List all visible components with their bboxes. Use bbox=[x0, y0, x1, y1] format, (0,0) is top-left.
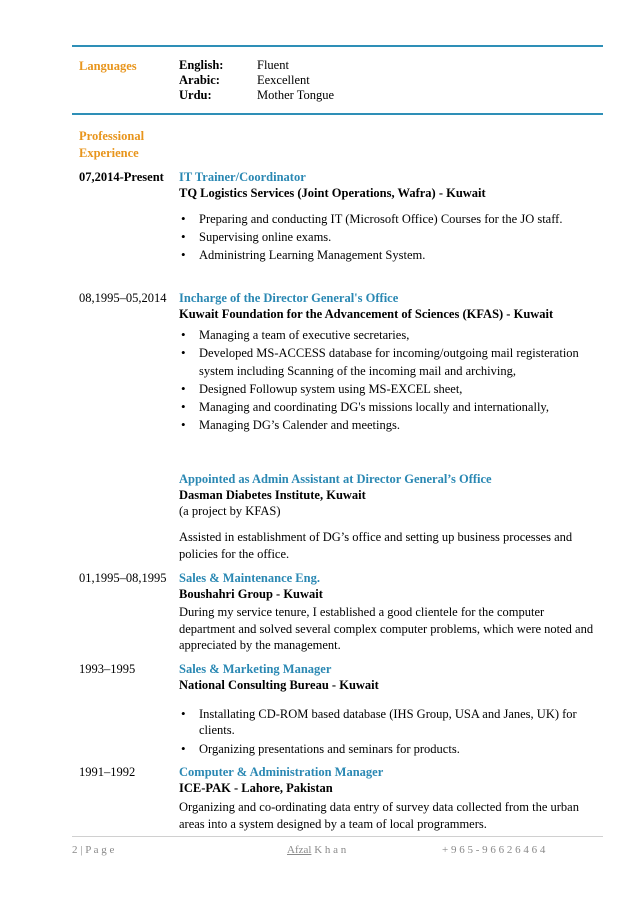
page-number bbox=[72, 843, 114, 857]
sub-job-description: Assisted in establishment of DG’s office and setting up business processes and policies for the office. bbox=[179, 530, 573, 561]
top-divider bbox=[72, 45, 603, 47]
job-company: ICE-PAK - Lahore, Pakistan bbox=[179, 781, 333, 795]
language-row bbox=[179, 88, 334, 103]
footer-first-name: Afzal bbox=[287, 844, 312, 856]
languages-label: Languages bbox=[79, 59, 137, 73]
language-name: English: bbox=[179, 58, 224, 72]
job-date: 07,2014-Present bbox=[79, 170, 164, 184]
list-item: • Administring Learning Management System. bbox=[179, 246, 599, 264]
job-bullets bbox=[179, 706, 594, 758]
section-divider bbox=[72, 113, 603, 115]
language-level: Mother Tongue bbox=[257, 88, 335, 102]
language-name: Arabic: bbox=[179, 73, 220, 87]
list-item: • Installating CD-ROM based database (IHS Group, USA and Janes, UK) for clients. bbox=[179, 706, 594, 738]
job-bullets bbox=[179, 210, 599, 264]
list-item: • Managing DG’s Calender and meetings. bbox=[179, 416, 579, 434]
job-entry bbox=[179, 290, 599, 322]
sub-job-title: Appointed as Admin Assistant at Director General’s Office bbox=[179, 472, 492, 486]
languages-list bbox=[179, 58, 334, 103]
job-entry bbox=[179, 570, 599, 602]
footer-last-name: K h a n bbox=[314, 844, 347, 856]
job-entry bbox=[179, 169, 599, 201]
footer-phone: + 9 6 5 - 9 6 6 2 6 4 6 4 bbox=[442, 844, 546, 856]
job-title: Incharge of the Director General's Office bbox=[179, 291, 399, 305]
list-item: • Managing and coordinating DG's missions locally and internationally, bbox=[179, 398, 579, 416]
job-date: 1991–1992 bbox=[79, 765, 136, 779]
job-company: Kuwait Foundation for the Advancement of Sciences (KFAS) - Kuwait bbox=[179, 307, 554, 321]
language-level: Fluent bbox=[257, 58, 289, 72]
job-date: 01,1995–08,1995 bbox=[79, 571, 167, 585]
job-entry bbox=[179, 764, 599, 796]
job-company: TQ Logistics Services (Joint Operations, Wafra) - Kuwait bbox=[179, 186, 486, 200]
job-title: IT Trainer/Coordinator bbox=[179, 170, 306, 184]
experience-label bbox=[79, 128, 144, 162]
job-company: Boushahri Group - Kuwait bbox=[179, 587, 323, 601]
job-date: 1993–1995 bbox=[79, 662, 136, 676]
job-entry bbox=[179, 661, 599, 693]
sub-entry bbox=[179, 471, 599, 520]
job-title: Sales & Marketing Manager bbox=[179, 662, 332, 676]
language-row bbox=[179, 58, 334, 73]
footer-name bbox=[287, 843, 346, 857]
sub-job-note: (a project by KFAS) bbox=[179, 504, 281, 518]
job-description: During my service tenure, I established a good clientele for the computer department and solved several complex computer problems, which were noted and appreciated by the management. bbox=[179, 605, 594, 652]
job-title: Sales & Maintenance Eng. bbox=[179, 571, 320, 585]
job-company: National Consulting Bureau - Kuwait bbox=[179, 678, 379, 692]
list-item: • Organizing presentations and seminars for products. bbox=[179, 740, 594, 758]
language-row bbox=[179, 73, 334, 88]
job-description: Organizing and co-ordinating data entry of survey data collected from the urban areas into a system designed by a team of local programmers. bbox=[179, 800, 579, 831]
job-title: Computer & Administration Manager bbox=[179, 765, 384, 779]
list-item: • Developed MS-ACCESS database for incoming/outgoing mail registeration system including Scanning of the incoming mail and archiving, bbox=[179, 344, 579, 380]
experience-label-line1: Professional bbox=[79, 129, 145, 143]
page-num: 2 bbox=[72, 844, 78, 856]
job-bullets bbox=[179, 326, 579, 434]
list-item: • Supervising online exams. bbox=[179, 228, 599, 246]
page-label: | P a g e bbox=[80, 844, 115, 856]
list-item: • Managing a team of executive secretaries, bbox=[179, 326, 579, 344]
sub-job-company: Dasman Diabetes Institute, Kuwait bbox=[179, 488, 366, 502]
language-level: Eexcellent bbox=[257, 73, 310, 87]
footer-divider bbox=[72, 836, 603, 837]
list-item: • Designed Followup system using MS-EXCEL sheet, bbox=[179, 380, 579, 398]
list-item: • Preparing and conducting IT (Microsoft Office) Courses for the JO staff. bbox=[179, 210, 599, 228]
job-date: 08,1995–05,2014 bbox=[79, 291, 167, 305]
experience-label-line2: Experience bbox=[79, 146, 139, 160]
language-name: Urdu: bbox=[179, 88, 212, 102]
